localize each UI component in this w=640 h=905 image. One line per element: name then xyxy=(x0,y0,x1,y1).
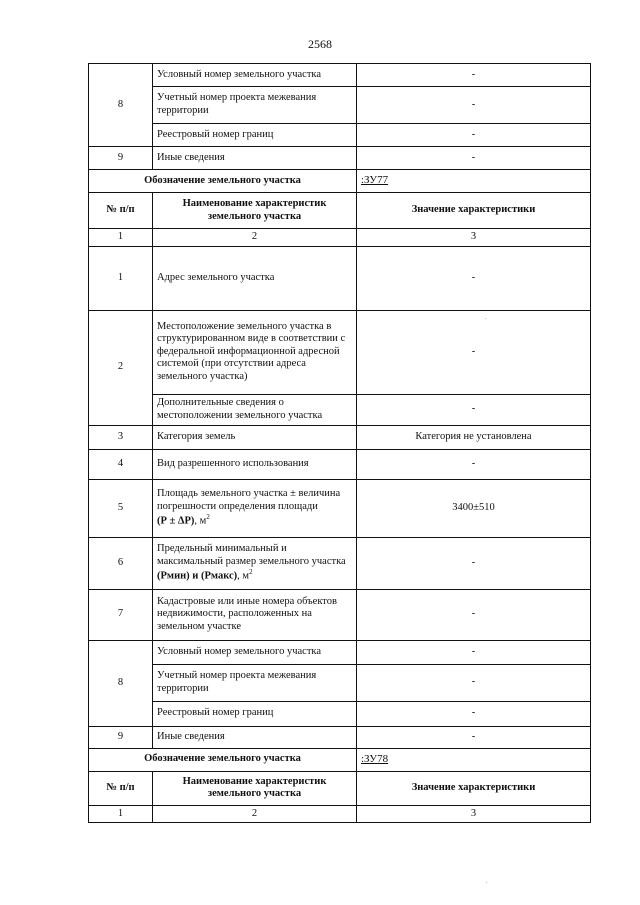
characteristic-name: Условный номер земельного участка xyxy=(153,64,357,87)
characteristic-name xyxy=(153,479,357,537)
row-number: 2 xyxy=(89,310,153,425)
column-number: 2 xyxy=(153,805,357,823)
characteristic-value: - xyxy=(357,537,591,589)
characteristic-value: - xyxy=(357,147,591,170)
table-row xyxy=(89,664,591,701)
parcel-designation: :ЗУ77 xyxy=(357,170,591,193)
characteristic-value: - xyxy=(357,87,591,124)
characteristic-name: Местоположение земельного участка в структурированном виде в соответствии с федеральной информационной адресной системой (при отсутствии адреса земельного участка) xyxy=(153,310,357,394)
table-row xyxy=(89,726,591,748)
unit-superscript: 2 xyxy=(206,513,210,522)
column-number: 1 xyxy=(89,229,153,247)
characteristic-name: Адрес земельного участка xyxy=(153,246,357,310)
characteristic-value: - xyxy=(357,394,591,425)
column-numbers-row xyxy=(89,805,591,823)
table-row xyxy=(89,87,591,124)
characteristic-value: - xyxy=(357,246,591,310)
characteristic-name: Вид разрешенного использования xyxy=(153,449,357,479)
characteristic-value: - xyxy=(357,310,591,394)
characteristic-value: - xyxy=(357,664,591,701)
table-row xyxy=(89,246,591,310)
table-row xyxy=(89,537,591,589)
characteristic-value: 3400±510 xyxy=(357,479,591,537)
characteristic-value: - xyxy=(357,640,591,664)
row-number: 9 xyxy=(89,147,153,170)
header-number: № п/п xyxy=(89,771,153,805)
characteristic-value: - xyxy=(357,64,591,87)
row-number: 7 xyxy=(89,589,153,640)
table-row xyxy=(89,425,591,449)
row-number: 9 xyxy=(89,726,153,748)
characteristic-name: Реестровый номер границ xyxy=(153,701,357,726)
characteristic-value: - xyxy=(357,124,591,147)
characteristic-value: - xyxy=(357,589,591,640)
table-row xyxy=(89,589,591,640)
characteristic-name: Дополнительные сведения о местоположении земельного участка xyxy=(153,394,357,425)
row-number: 1 xyxy=(89,246,153,310)
row-number: 6 xyxy=(89,537,153,589)
column-number: 3 xyxy=(357,805,591,823)
table-row xyxy=(89,394,591,425)
row-number: 5 xyxy=(89,479,153,537)
area-formula: (Р ± ΔР) xyxy=(157,515,195,527)
name-text: Площадь земельного участка ± величина погрешности определения площади xyxy=(157,487,341,512)
header-value: Значение характеристики xyxy=(357,193,591,229)
column-number: 2 xyxy=(153,229,357,247)
table-row xyxy=(89,449,591,479)
characteristic-value: - xyxy=(357,449,591,479)
characteristic-name: Иные сведения xyxy=(153,726,357,748)
table-row xyxy=(89,479,591,537)
characteristic-name: Кадастровые или иные номера объектов недвижимости, расположенных на земельном участке xyxy=(153,589,357,640)
characteristic-value: - xyxy=(357,701,591,726)
characteristics-table xyxy=(88,63,591,823)
header-name: Наименование характеристик земельного участка xyxy=(153,771,357,805)
row-number: 4 xyxy=(89,449,153,479)
designation-row xyxy=(89,170,591,193)
header-name: Наименование характеристик земельного участка xyxy=(153,193,357,229)
characteristic-name xyxy=(153,537,357,589)
table-row xyxy=(89,64,591,87)
designation-label: Обозначение земельного участка xyxy=(89,170,357,193)
column-number: 3 xyxy=(357,229,591,247)
unit-text: , м xyxy=(194,515,207,527)
size-formula: (Рмин) и (Рмакс) xyxy=(157,570,238,582)
header-number: № п/п xyxy=(89,193,153,229)
name-text: Предельный минимальный и максимальный размер земельного участка xyxy=(157,542,346,567)
table-row xyxy=(89,147,591,170)
scan-speck xyxy=(486,882,487,883)
characteristic-value: Категория не установлена xyxy=(357,425,591,449)
characteristic-name: Реестровый номер границ xyxy=(153,124,357,147)
characteristic-name: Иные сведения xyxy=(153,147,357,170)
header-row xyxy=(89,193,591,229)
characteristic-value: - xyxy=(357,726,591,748)
page-number: 2568 xyxy=(308,37,332,51)
characteristic-name: Условный номер земельного участка xyxy=(153,640,357,664)
parcel-designation: :ЗУ78 xyxy=(357,748,591,771)
row-number: 3 xyxy=(89,425,153,449)
designation-row xyxy=(89,748,591,771)
characteristic-name: Категория земель xyxy=(153,425,357,449)
header-row xyxy=(89,771,591,805)
characteristic-name: Учетный номер проекта межевания территории xyxy=(153,87,357,124)
scan-speck xyxy=(485,318,486,319)
row-number: 8 xyxy=(89,64,153,147)
table-row xyxy=(89,701,591,726)
column-numbers-row xyxy=(89,229,591,247)
unit-text: , м xyxy=(237,570,250,582)
unit-superscript: 2 xyxy=(249,568,253,577)
table-row xyxy=(89,310,591,394)
characteristic-name: Учетный номер проекта межевания территории xyxy=(153,664,357,701)
row-number: 8 xyxy=(89,640,153,726)
table-row xyxy=(89,124,591,147)
header-value: Значение характеристики xyxy=(357,771,591,805)
table-row xyxy=(89,640,591,664)
designation-label: Обозначение земельного участка xyxy=(89,748,357,771)
column-number: 1 xyxy=(89,805,153,823)
